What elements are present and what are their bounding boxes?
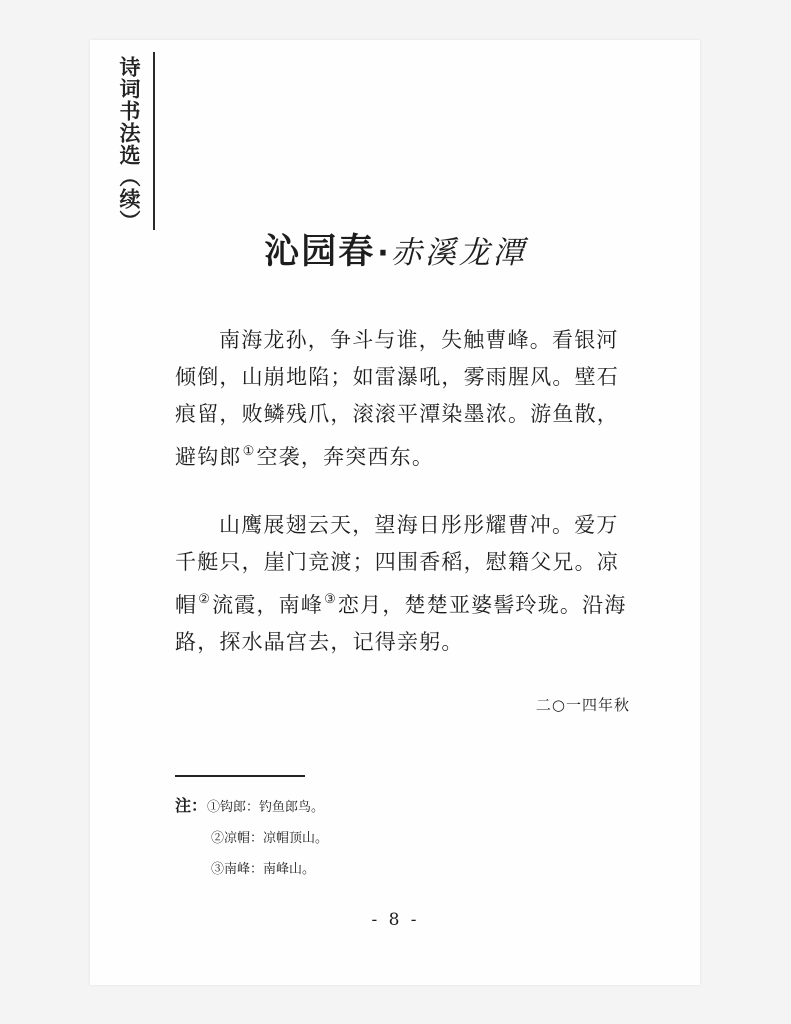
footnote-marker: ②: [198, 592, 212, 607]
poem-line: 路，探水晶宫去，记得亲躬。: [175, 630, 464, 654]
poem-title-separator: ·: [377, 236, 389, 271]
poem-title-subject: 赤溪龙潭: [390, 235, 527, 271]
page-number: - 8 -: [371, 910, 420, 930]
poem-line-text: 帽: [175, 593, 198, 617]
poem-line-text: 流霞，南峰: [212, 593, 324, 617]
poem-date: 二○一四年秋: [535, 696, 630, 714]
poem-title: [0, 224, 791, 274]
footnote-label: 注：: [175, 796, 208, 815]
footnote-marker: ③: [324, 592, 337, 607]
footnote-item: ③南峰：南峰山。: [211, 862, 316, 877]
poem-line: [175, 433, 645, 476]
poem-line: 南海龙孙，争斗与谁，失触曹峰。看银河: [219, 328, 619, 352]
footnote-text: ①钩郎：钓鱼郎鸟。: [207, 800, 325, 815]
poem-line: 千艇只，崖门竞渡；四围香稻，慰籍父兄。凉: [175, 550, 619, 574]
footnotes: [175, 790, 328, 885]
poem-line: 倾倒，山崩地陷；如雷瀑吼，雾雨腥风。壁石: [175, 365, 619, 389]
poem-stanza-2: [175, 507, 645, 661]
poem-stanza-1: [175, 322, 645, 476]
book-series-title: 诗词书法选（续）: [117, 56, 141, 232]
footnote-item: [175, 790, 328, 823]
footnote-divider: [175, 775, 305, 777]
poem-line: [175, 581, 645, 624]
footnote-item: ②凉帽：凉帽顶山。: [211, 831, 329, 846]
poem-title-tune: 沁园春: [264, 232, 376, 272]
footnote-marker: ①: [242, 444, 256, 459]
poem-line-text: 避钩郎: [175, 445, 242, 469]
side-divider-line: [153, 52, 155, 230]
poem-line-text: 空袭，奔突西东。: [256, 445, 435, 469]
poem-line-text: 恋月，楚楚亚婆髻玲珑。沿海: [337, 593, 627, 617]
poem-line: 山鹰展翅云天，望海日彤彤耀曹冲。爱万: [219, 513, 619, 537]
poem-line: 痕留，败鳞残爪，滚滚平潭染墨浓。游鱼散，: [175, 402, 619, 426]
